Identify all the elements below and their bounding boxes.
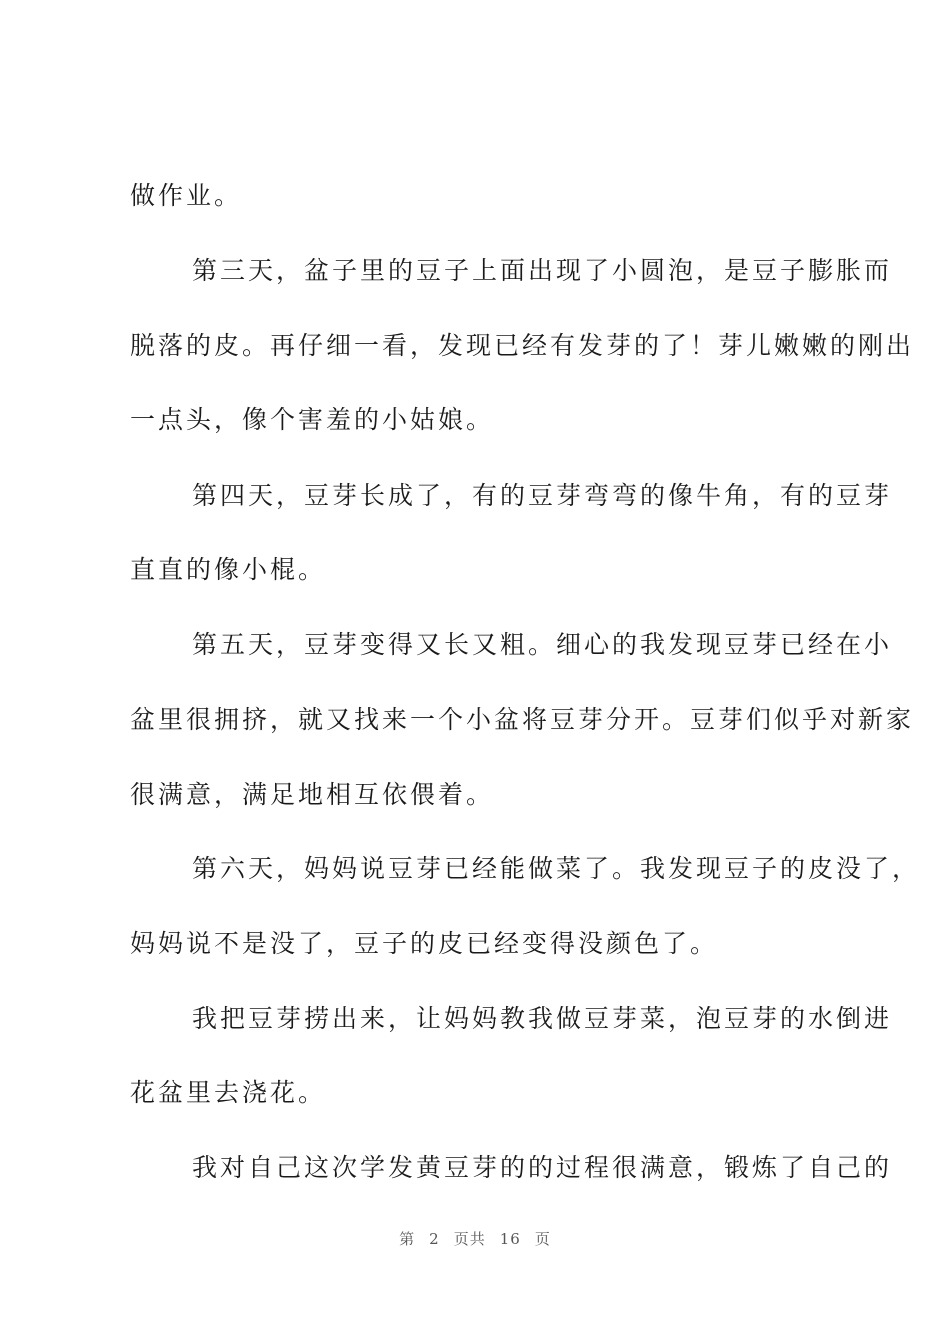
footer-middle: 页共 (453, 1230, 486, 1248)
text-line: 直直的像小棍。 (130, 555, 327, 584)
text-line: 做作业。 (130, 181, 243, 210)
paragraph-start-line: 我对自己这次学发黄豆芽的的过程很满意，锻炼了自己的 (192, 1153, 893, 1182)
text-line: 妈妈说不是没了，豆子的皮已经变得没颜色了。 (130, 929, 719, 958)
text-line: 脱落的皮。再仔细一看，发现已经有发芽的了！芽儿嫩嫩的刚出 (130, 331, 915, 360)
paragraph-start-line: 第六天，妈妈说豆芽已经能做菜了。我发现豆子的皮没了， (192, 854, 921, 883)
paragraph-start-line: 第三天，盆子里的豆子上面出现了小圆泡，是豆子膨胀而 (192, 256, 893, 285)
page-footer (0, 1228, 950, 1249)
text-line: 一点头，像个害羞的小姑娘。 (130, 405, 495, 434)
footer-page-number: 2 (429, 1230, 440, 1248)
paragraph-start-line: 我把豆芽捞出来，让妈妈教我做豆芽菜，泡豆芽的水倒进 (192, 1004, 893, 1033)
footer-prefix: 第 (399, 1230, 416, 1248)
text-line: 很满意，满足地相互依偎着。 (130, 780, 495, 809)
text-line: 花盆里去浇花。 (130, 1078, 327, 1107)
footer-suffix: 页 (534, 1230, 551, 1248)
paragraph-start-line: 第四天，豆芽长成了，有的豆芽弯弯的像牛角，有的豆芽 (192, 481, 893, 510)
paragraph-start-line: 第五天，豆芽变得又长又粗。细心的我发现豆芽已经在小 (192, 630, 893, 659)
footer-total-pages: 16 (499, 1230, 521, 1248)
text-line: 盆里很拥挤，就又找来一个小盆将豆芽分开。豆芽们似乎对新家 (130, 705, 915, 734)
